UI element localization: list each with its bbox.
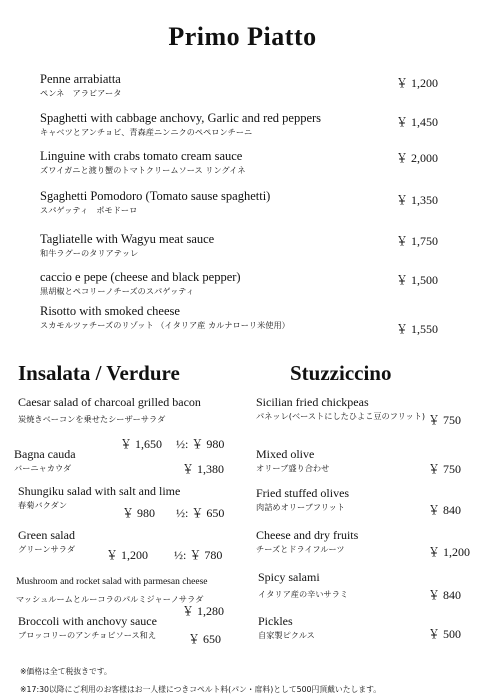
half-price: ½: ￥ 780: [174, 548, 223, 562]
list-item: [256, 528, 482, 559]
item-name: Mushroom and rocket salad with parmesan cheese: [16, 577, 208, 587]
list-item: [18, 614, 246, 646]
item-price: ￥ 1,280: [182, 604, 225, 618]
item-name-ja: ブロッコリーのアンチョビソース和え: [18, 630, 157, 640]
insalata-title: Insalata / Verdure: [18, 361, 180, 385]
item-price: ￥ 1,450: [396, 115, 439, 129]
list-item: [18, 528, 246, 562]
list-item: [256, 395, 482, 427]
item-name-ja: ズワイガニと渡り蟹のトマトクリームソース リングイネ: [40, 165, 246, 175]
item-name: Bagna cauda: [14, 447, 76, 461]
item-name-ja: 和牛ラグーのタリアテッレ: [40, 248, 139, 258]
coperto-note: ※17:30以降にご利用のお客様はお一人様につきコペルト料(パン・席料)として500円頂戴いたします。: [20, 685, 382, 694]
item-name: Cheese and dry fruits: [256, 528, 359, 542]
item-price: ￥ 2,000: [396, 151, 439, 165]
item-name-ja: ペンネ アラビアータ: [40, 88, 122, 98]
item-price: ￥ 840: [428, 503, 462, 517]
item-price: ￥ 750: [428, 462, 462, 476]
list-item: [18, 395, 246, 451]
list-item: [40, 72, 470, 99]
item-name-ja: 自家製ピクルス: [258, 630, 315, 640]
item-name-ja: スパゲッティ ポモドーロ: [40, 205, 138, 215]
item-name-ja: スカモルツァチーズのリゾット （イタリア産 カルナローリ米使用）: [40, 320, 290, 330]
item-name: Shungiku salad with salt and lime: [18, 484, 181, 498]
list-item: [40, 189, 470, 216]
item-name-ja: パネッレ(ベーストにしたひよこ豆のフリット): [256, 411, 426, 421]
item-name-ja: チーズとドライフルーツ: [256, 544, 345, 554]
half-price: ½: ￥ 650: [176, 506, 225, 520]
item-name-ja: バーニャカウダ: [14, 463, 72, 473]
list-item: [258, 570, 482, 600]
item-price: ￥ 1,350: [396, 193, 439, 207]
item-price: ￥ 1,200: [428, 545, 471, 559]
item-price: ￥ 650: [188, 632, 222, 646]
item-name: Fried stuffed olives: [256, 486, 350, 500]
item-name: Tagliatelle with Wagyu meat sauce: [40, 232, 215, 246]
item-price: ￥ 1,500: [396, 273, 439, 287]
list-item: [40, 149, 470, 176]
item-name: Green salad: [18, 528, 75, 542]
item-price: ￥ 980: [122, 506, 156, 520]
item-name-ja: 炭焼きベーコンを乗せたシーザーサラダ: [18, 414, 166, 424]
stuzziccino-title: Stuzziccino: [290, 361, 392, 385]
list-item: [40, 304, 470, 336]
list-item: [16, 575, 248, 618]
item-name-ja: 春菊バクダン: [18, 500, 68, 510]
item-name-ja: グリーンサラダ: [18, 544, 76, 554]
item-price: ￥ 750: [428, 413, 462, 427]
item-name: Linguine with crabs tomato cream sauce: [40, 149, 243, 163]
item-price: ￥ 1,200: [106, 548, 149, 562]
list-item: [258, 614, 482, 641]
item-name: Risotto with smoked cheese: [40, 304, 180, 318]
item-name: Sgaghetti Pomodoro (Tomato sause spaghetti): [40, 189, 271, 203]
list-item: [256, 447, 482, 474]
item-name-ja: イタリア産の辛いサラミ: [258, 589, 349, 599]
item-name-ja: 黒胡椒とペコリーノチーズのスパゲッティ: [40, 286, 195, 296]
item-name: Sicilian fried chickpeas: [256, 395, 369, 409]
item-name: Pickles: [258, 614, 293, 628]
item-name-ja: キャベツとアンチョビ、青森産ニンニクのペペロンチーニ: [40, 127, 253, 137]
item-name-ja: オリーブ盛り合わせ: [256, 463, 330, 473]
item-price: ￥ 500: [428, 627, 462, 641]
list-item: [14, 447, 246, 474]
item-name: Broccoli with anchovy sauce: [18, 614, 157, 628]
item-price: ￥ 1,200: [396, 76, 439, 90]
item-price: ￥ 840: [428, 588, 462, 602]
item-price: ￥ 1,550: [396, 322, 439, 336]
list-item: [40, 270, 470, 297]
item-name: caccio e pepe (cheese and black pepper): [40, 270, 241, 284]
item-name: Caesar salad of charcoal grilled bacon: [18, 395, 201, 409]
item-name: Spaghetti with cabbage anchovy, Garlic and red peppers: [40, 111, 322, 125]
list-item: [40, 111, 470, 138]
primo-piatto-title: Primo Piatto: [168, 22, 317, 51]
list-item: [40, 232, 470, 259]
item-name: Penne arrabiatta: [40, 72, 121, 86]
item-price: ￥ 1,380: [182, 462, 225, 476]
list-item: [256, 486, 482, 517]
item-price: ￥ 1,750: [396, 234, 439, 248]
half-price: ½: ￥ 980: [176, 437, 225, 451]
item-name-ja: マッシュルームとルーコラのパルミジャーノサラダ: [16, 594, 204, 604]
list-item: [18, 484, 246, 520]
item-price: ￥ 1,650: [120, 437, 163, 451]
item-name: Mixed olive: [256, 447, 315, 461]
item-name-ja: 肉詰めオリーブフリット: [256, 502, 345, 512]
item-name: Spicy salami: [258, 570, 320, 584]
tax-note: ※価格は全て税抜きです。: [20, 667, 112, 676]
